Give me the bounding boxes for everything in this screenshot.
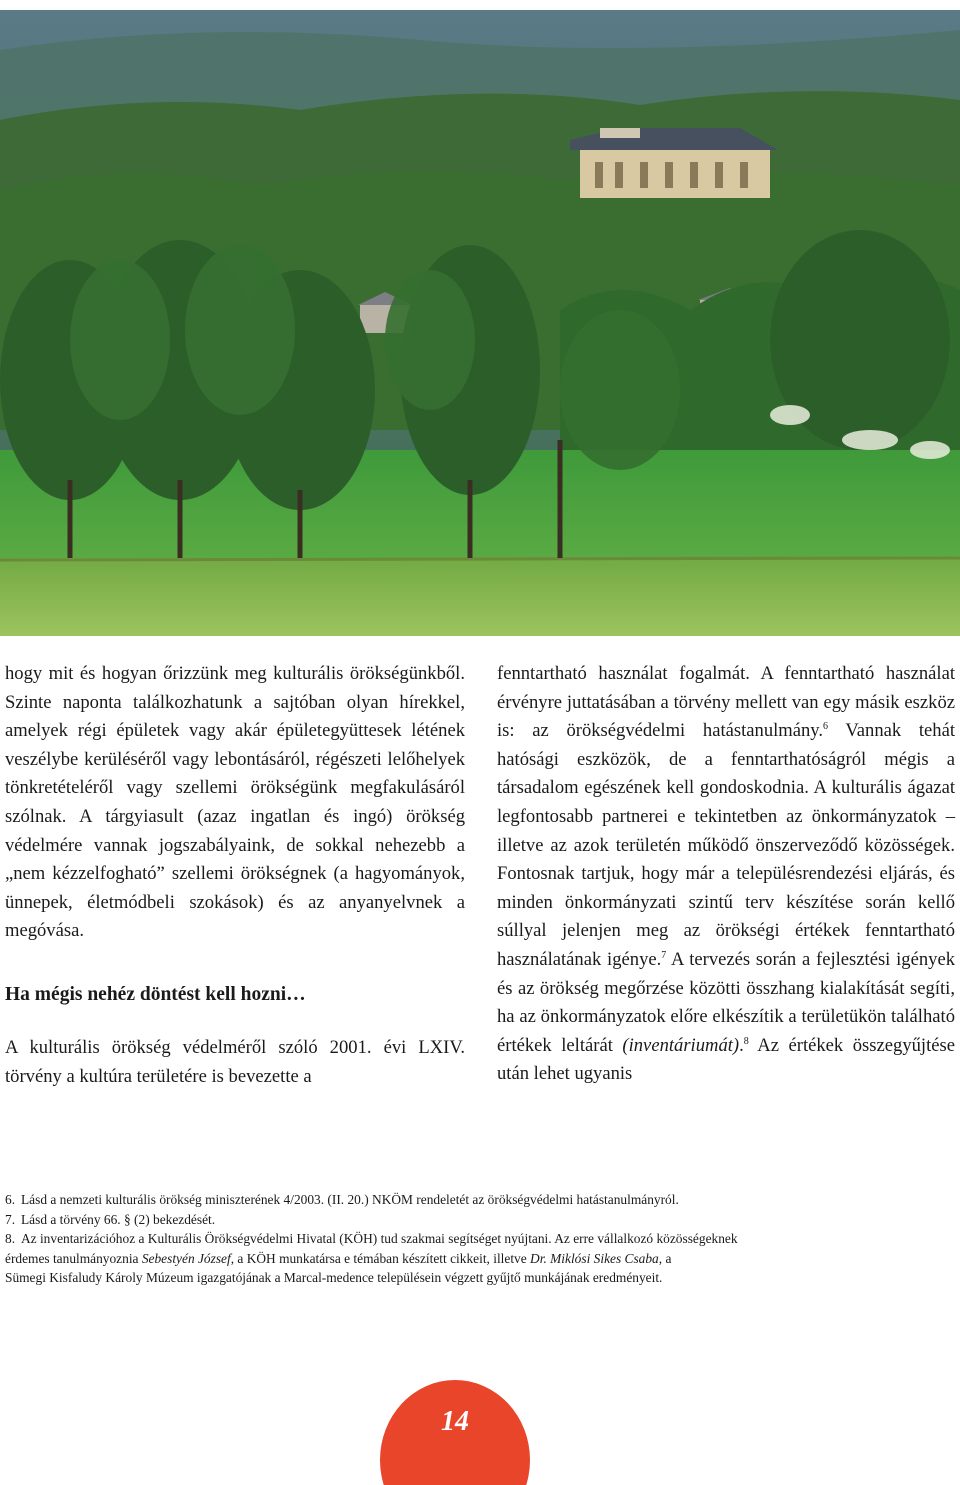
right-text-period: .: [739, 1034, 744, 1056]
footnote-8-line-2: [5, 1249, 955, 1269]
right-text-italic: (inventáriumát): [622, 1034, 740, 1056]
landscape-photo: [0, 10, 960, 636]
footnote-8: [5, 1229, 955, 1249]
section-heading: Ha mégis nehéz döntést kell hozni…: [5, 983, 306, 1005]
author-name: Dr. Miklósi Sikes Csaba: [530, 1250, 659, 1266]
right-paragraph: [497, 660, 955, 1089]
left-paragraph-1: hogy mit és hogyan őrizzünk meg kulturális örökségünkből. Szinte naponta találkozhatunk a sajtóban olyan hírekkel, amelyek régi épületek vagy akár épületegyüttesek létének veszélybe kerüléséről vagy lebontásáról, régészeti lelőhelyek tönkretételéről vagy szellemi örökségünk megfakulásáról szólnak. A tárgyiasult (azaz ingatlan és ingó) örökség védelmére vannak jogszabályaink, de sokkal nehezebb a „nem kézzelfogható” szellemi örökségnek (a hagyományok, ünnepek, életmódbeli szokások) és az anyanyelvnek a megóvása.: [5, 663, 465, 942]
right-text-4: Az értékek összegyűjtése után lehet ugyanis: [497, 1034, 955, 1085]
footnote-ref-8: 8: [743, 1035, 749, 1047]
footnote-ref-6: 6: [823, 721, 829, 733]
left-paragraph-2: A kulturális örökség védelméről szóló 2001. évi LXIV. törvény a kultúra területére is bevezette a: [5, 1036, 465, 1087]
author-name: Sebestyén József: [141, 1250, 231, 1266]
right-text-1: fenntartható használat fogalmát. A fenntartható használat érvényre juttatásában a törvény mellett van egy másik eszköz is: az örökségvédelmi hatástanulmány.: [497, 663, 955, 742]
footnote-text: Az inventarizációhoz a Kulturális Örökségvédelmi Hivatal (KÖH) tud szakmai segítséget nyújtani. Az erre vállalkozó közösségeknek: [21, 1231, 738, 1246]
footnote-8-line-3: [5, 1268, 955, 1288]
page-number-badge: [380, 1378, 530, 1485]
right-text-2: Vannak tehát hatósági eszközök, de a fenntarthatóságról mégis a társadalom egészének kell gondoskodnia. A kulturális ágazat legfontosabb partnerei e tekintetben az önkormányzatok – illetve az azok területén működő önszerveződő közösségek. Fontosnak tartjuk, hogy már a településrendezési eljárás, és minden önkormányzati szintű terv készítése során kellő súllyal jelenjen meg az örökségi értékek fenntartható használatának igénye.: [497, 720, 955, 970]
footnote-text: Sümegi Kisfaludy Károly Múzeum igazgatójának a Marcal-medence településein végzett gyűjtő munkájának eredményeit.: [5, 1270, 663, 1285]
right-column: [497, 660, 955, 1089]
footnote-number: 7.: [5, 1211, 16, 1227]
footnotes: [5, 1190, 955, 1288]
footnote-text: , a KÖH munkatársa e témában készített cikkeit, illetve: [230, 1250, 531, 1266]
footnote-text: érdemes tanulmányoznia: [5, 1250, 142, 1266]
footnote-number: 6.: [5, 1192, 16, 1207]
manor-house: [570, 128, 778, 198]
footnote-number: 8.: [5, 1231, 16, 1246]
footnote-text: , a: [658, 1250, 672, 1266]
footnote-6: [5, 1190, 955, 1210]
page-number: 14: [441, 1406, 469, 1437]
footnote-text: Lásd a nemzeti kulturális örökség miniszterének 4/2003. (II. 20.) NKÖM rendeletét az örökségvédelmi hatástanulmányról.: [21, 1192, 679, 1207]
footnote-text: Lásd a törvény 66. § (2) bekezdését.: [21, 1211, 216, 1227]
right-text-3: A tervezés során a fejlesztési igények és az örökség megőrzése közötti összhang kialakítását segíti, ha az önkormányzatok előre elkészítik a területükön található értékek leltárát: [497, 948, 955, 1056]
left-column: [5, 660, 465, 1091]
footnote-7: [5, 1210, 955, 1230]
footnote-ref-7: 7: [661, 949, 667, 961]
